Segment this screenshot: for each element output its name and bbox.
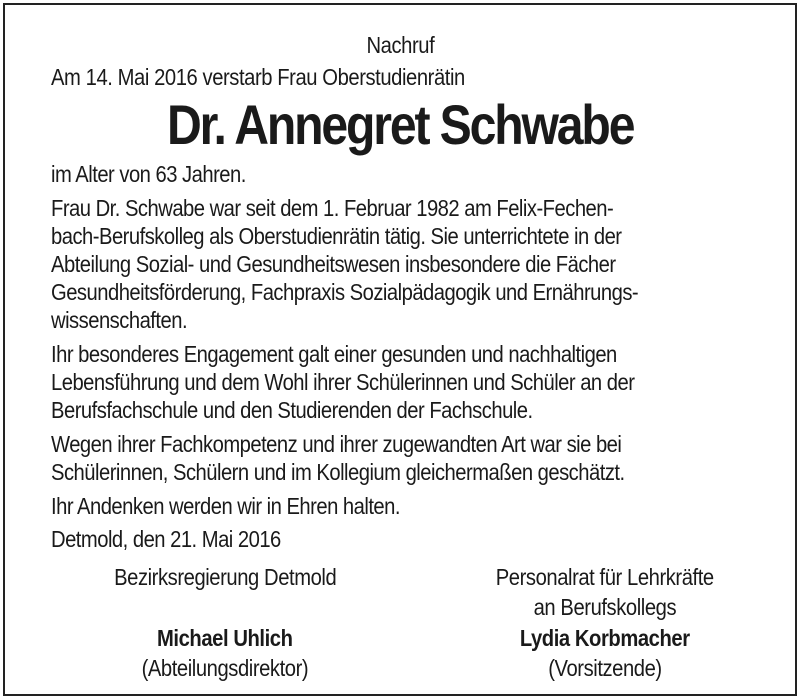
signature-right-org: Personalrat für Lehrkräfte — [496, 564, 714, 590]
paragraph-line: wissenschaften. — [51, 307, 188, 333]
paragraph-line: bach-Berufskolleg als Oberstudienrätin tätig. Sie unterrichtete in der — [51, 223, 622, 249]
paragraph-line: Lebensführung und dem Wohl ihrer Schülerinnen und Schüler an der — [51, 369, 635, 395]
deceased-name: Dr. Annegret Schwabe — [166, 93, 634, 156]
intro-line: Am 14. Mai 2016 verstarb Frau Oberstudienrätin — [51, 64, 465, 90]
notice-heading: Nachruf — [366, 32, 434, 58]
paragraph-line: Ihr Andenken werden wir in Ehren halten. — [51, 493, 400, 519]
signature-right-role: (Vorsitzende) — [548, 655, 662, 681]
signature-left-role: (Abteilungsdirektor) — [141, 655, 309, 681]
paragraph-line: Abteilung Sozial- und Gesundheitswesen insbesondere die Fächer — [51, 251, 616, 277]
place-date: Detmold, den 21. Mai 2016 — [51, 526, 281, 552]
paragraph-line: Schülerinnen, Schülern und im Kollegium gleichermaßen geschätzt. — [51, 459, 625, 485]
signature-right-person: Lydia Korbmacher — [520, 625, 690, 651]
signature-left-person: Michael Uhlich — [157, 625, 293, 651]
paragraph-line: Gesundheitsförderung, Fachpraxis Sozialpädagogik und Ernährungs- — [51, 279, 639, 305]
paragraph-line: Ihr besonderes Engagement galt einer gesunden und nachhaltigen — [51, 341, 617, 367]
age-line: im Alter von 63 Jahren. — [51, 161, 246, 187]
paragraph-line: Frau Dr. Schwabe war seit dem 1. Februar 1982 am Felix-Fechen- — [51, 195, 614, 221]
obituary-notice — [3, 3, 797, 696]
paragraph-line: Wegen ihrer Fachkompetenz und ihrer zugewandten Art war sie bei — [51, 431, 622, 457]
paragraph-line: Berufsfachschule und den Studierenden der Fachschule. — [51, 397, 533, 423]
signature-left-org: Bezirksregierung Detmold — [113, 564, 337, 590]
signature-right-org-line2: an Berufskollegs — [533, 594, 677, 620]
